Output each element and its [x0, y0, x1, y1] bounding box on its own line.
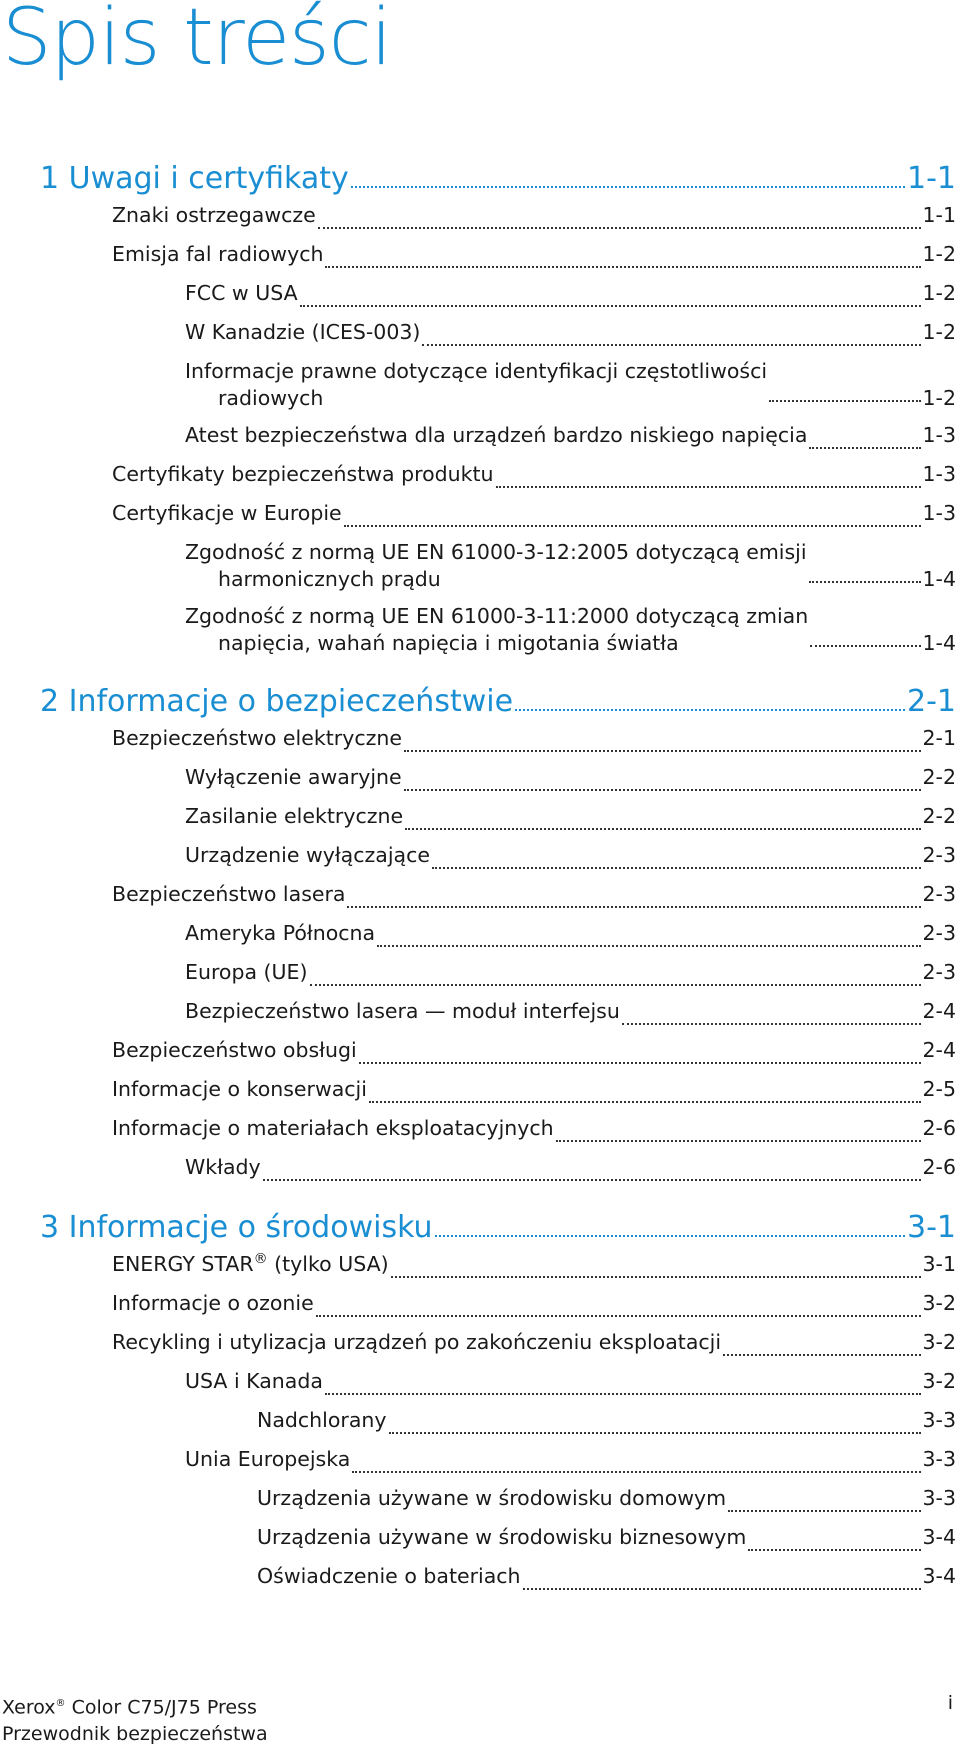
toc-entry-text: Oświadczenie o bateriach: [257, 1564, 521, 1588]
toc-entry-text-tail: (tylko USA): [267, 1252, 389, 1276]
toc-entry-label: [185, 836, 430, 875]
toc-entry-text: Certyfikaty bezpieczeństwa produktu: [112, 462, 494, 486]
toc-entry[interactable]: [0, 914, 960, 953]
toc-page-number: 2-3: [922, 960, 956, 984]
toc-entry-label: [112, 235, 323, 274]
page-footer: [2, 1690, 268, 1748]
toc-entry-label: [40, 1210, 433, 1245]
toc-page-number: 1-2: [922, 281, 956, 305]
table-of-contents: [0, 156, 960, 1596]
toc-chapter-entry[interactable]: [0, 679, 960, 719]
dot-leader: [347, 905, 920, 908]
toc-entry-label: [112, 1323, 721, 1362]
dot-leader: [359, 1061, 921, 1064]
toc-entry-label: [112, 1284, 314, 1323]
dot-leader: [809, 580, 921, 583]
toc-page-number: 3-3: [922, 1486, 956, 1510]
toc-entry-text: Urządzenia używane w środowisku domowym: [257, 1486, 727, 1510]
toc-entry-label: [112, 719, 402, 758]
toc-entry-label: [185, 603, 808, 657]
dot-leader: [496, 485, 921, 488]
dot-leader: [556, 1139, 921, 1142]
toc-page-number: 2-4: [922, 1038, 956, 1062]
toc-entry[interactable]: [0, 992, 960, 1031]
toc-entry-label: [185, 797, 403, 836]
dot-leader: [351, 185, 905, 188]
dot-leader: [404, 749, 921, 752]
dot-leader: [432, 866, 921, 869]
toc-entry-label: [185, 358, 767, 412]
toc-entry[interactable]: [0, 1284, 960, 1323]
dot-leader: [769, 399, 920, 402]
toc-entry-text: ENERGY STAR: [112, 1252, 254, 1276]
toc-page-number: 2-1: [922, 726, 956, 750]
toc-page-number: 1-3: [922, 501, 956, 525]
toc-entry[interactable]: [0, 416, 960, 455]
toc-entry-label: [185, 914, 375, 953]
dot-leader: [748, 1548, 920, 1551]
toc-entry[interactable]: [0, 1109, 960, 1148]
toc-entry-text: Ameryka Północna: [185, 921, 376, 945]
toc-entry[interactable]: [0, 836, 960, 875]
dot-leader: [810, 644, 920, 647]
toc-entry-text: 1 Uwagi i certyfikaty: [40, 161, 349, 196]
toc-page-number: 1-2: [922, 320, 956, 344]
toc-entry-text: FCC w USA: [185, 281, 298, 305]
toc-page-number: 3-1: [922, 1252, 956, 1276]
dot-leader: [344, 524, 921, 527]
toc-entry[interactable]: [0, 1362, 960, 1401]
toc-entry-text: Nadchlorany: [257, 1408, 387, 1432]
dot-leader: [325, 265, 920, 268]
toc-entry-text: 3 Informacje o środowisku: [40, 1210, 433, 1245]
toc-entry-text: Informacje o ozonie: [112, 1291, 314, 1315]
toc-entry-text: Wyłączenie awaryjne: [185, 765, 402, 789]
dot-leader: [389, 1431, 921, 1434]
toc-entry-text: USA i Kanada: [185, 1369, 323, 1393]
toc-entry-text: Informacje o materiałach eksploatacyjnych: [112, 1116, 554, 1140]
toc-chapter-entry[interactable]: [0, 156, 960, 196]
toc-entry[interactable]: [0, 953, 960, 992]
dot-leader: [377, 944, 920, 947]
dot-leader: [422, 343, 920, 346]
toc-page-number: 2-3: [922, 921, 956, 945]
toc-page-number: 2-3: [922, 882, 956, 906]
toc-page-number: 3-3: [922, 1408, 956, 1432]
toc-entry-label: [185, 416, 807, 455]
toc-entry-text: Informacje o konserwacji: [112, 1077, 367, 1101]
toc-page-number: 1-1: [922, 203, 956, 227]
toc-entry-label: [112, 1245, 389, 1284]
dot-leader: [405, 827, 920, 830]
toc-entry-label: [112, 196, 316, 235]
registered-mark: ®: [253, 1251, 268, 1268]
toc-entry[interactable]: [0, 313, 960, 352]
footer-product-line: [2, 1690, 268, 1721]
toc-entry-label: [257, 1479, 726, 1518]
toc-entry-label: [185, 274, 298, 313]
toc-entry-text: Recykling i utylizacja urządzeń po zakończeniu eksploatacji: [112, 1330, 722, 1354]
toc-entry-label: [185, 953, 308, 992]
toc-page-number: 2-6: [922, 1155, 956, 1179]
toc-entry-text: Znaki ostrzegawcze: [112, 203, 316, 227]
dot-leader: [318, 226, 921, 229]
toc-entry[interactable]: [0, 797, 960, 836]
toc-entry[interactable]: [0, 1070, 960, 1109]
toc-entry[interactable]: [0, 1557, 960, 1596]
toc-entry-label: [112, 875, 345, 914]
dot-leader: [515, 708, 905, 711]
toc-entry-text: Bezpieczeństwo elektryczne: [112, 726, 402, 750]
toc-page-number: 1-3: [922, 462, 956, 486]
dot-leader: [352, 1470, 920, 1473]
toc-entry-label-line1: Informacje prawne dotyczące identyfikacji częstotliwości: [185, 359, 768, 383]
toc-entry-text: Bezpieczeństwo obsługi: [112, 1038, 357, 1062]
toc-entry-text: Zasilanie elektryczne: [185, 804, 404, 828]
dot-leader: [523, 1587, 921, 1590]
toc-entry-text: Bezpieczeństwo lasera: [112, 882, 346, 906]
toc-page-number: 1-2: [922, 386, 956, 410]
toc-entry-label-line2: harmonicznych prądu: [218, 567, 441, 591]
toc-entry-label: [40, 161, 349, 196]
dot-leader: [300, 304, 921, 307]
toc-entry-text: Wkłady: [185, 1155, 261, 1179]
toc-entry[interactable]: [0, 235, 960, 274]
dot-leader: [723, 1353, 920, 1356]
toc-entry[interactable]: [0, 1323, 960, 1362]
toc-entry[interactable]: [0, 1031, 960, 1070]
dot-leader: [728, 1509, 920, 1512]
toc-entry-label: [185, 992, 620, 1031]
toc-entry-label-line2: napięcia, wahań napięcia i migotania światła: [218, 631, 679, 655]
toc-entry[interactable]: [0, 758, 960, 797]
toc-entry-label: [112, 1070, 367, 1109]
page-title: Spis treści: [2, 0, 392, 83]
toc-entry[interactable]: [0, 533, 960, 597]
toc-page-number: 2-4: [922, 999, 956, 1023]
toc-entry-label: [185, 1440, 350, 1479]
toc-entry[interactable]: [0, 1245, 960, 1284]
toc-page-number: 3-3: [922, 1447, 956, 1471]
toc-entry[interactable]: [0, 1479, 960, 1518]
toc-entry[interactable]: [0, 274, 960, 313]
toc-entry[interactable]: [0, 597, 960, 661]
toc-page-number: 3-2: [922, 1291, 956, 1315]
toc-page-number: 1-3: [922, 423, 956, 447]
dot-leader: [310, 983, 921, 986]
toc-page-number: 2-2: [922, 804, 956, 828]
toc-entry-text: Unia Europejska: [185, 1447, 351, 1471]
footer-document-title: Przewodnik bezpieczeństwa: [2, 1723, 268, 1746]
dot-leader: [263, 1178, 921, 1181]
toc-entry[interactable]: [0, 719, 960, 758]
toc-entry[interactable]: [0, 1440, 960, 1479]
dot-leader: [622, 1022, 921, 1025]
toc-page-number: 2-6: [922, 1116, 956, 1140]
dot-leader: [404, 788, 921, 791]
toc-entry[interactable]: [0, 1148, 960, 1187]
toc-entry[interactable]: [0, 1401, 960, 1440]
toc-page-number: 2-3: [922, 843, 956, 867]
toc-page-number: 1-4: [922, 631, 956, 655]
toc-entry-label: [185, 313, 420, 352]
toc-page-number: 3-4: [922, 1525, 956, 1549]
toc-entry-label: [185, 1362, 323, 1401]
toc-entry-text: 2 Informacje o bezpieczeństwie: [40, 684, 514, 719]
toc-entry-label-line1: Zgodność z normą UE EN 61000-3-12:2005 dotyczącą emisji: [185, 540, 807, 564]
toc-entry-label: [112, 455, 494, 494]
dot-leader: [809, 446, 920, 449]
toc-entry-text: Bezpieczeństwo lasera — moduł interfejsu: [185, 999, 620, 1023]
toc-entry-label-line1: Zgodność z normą UE EN 61000-3-11:2000 dotyczącą zmian: [185, 604, 809, 628]
toc-page-number: 2-5: [922, 1077, 956, 1101]
toc-entry-label: [185, 1148, 261, 1187]
toc-page-number: 3-4: [922, 1564, 956, 1588]
toc-entry[interactable]: [0, 494, 960, 533]
toc-entry[interactable]: [0, 1518, 960, 1557]
toc-entry-label: [185, 758, 402, 797]
toc-entry[interactable]: [0, 875, 960, 914]
footer-page-number: i: [947, 1692, 953, 1714]
toc-entry-label: [257, 1401, 387, 1440]
toc-entry[interactable]: [0, 352, 960, 416]
toc-entry[interactable]: [0, 196, 960, 235]
dot-leader: [325, 1392, 921, 1395]
dot-leader: [391, 1275, 921, 1278]
toc-entry-text: Europa (UE): [185, 960, 308, 984]
footer-product: Color C75/J75 Press: [65, 1696, 257, 1719]
toc-entry-label-line2: radiowych: [218, 386, 324, 410]
toc-page-number: 3-2: [922, 1369, 956, 1393]
toc-page-number: 2-1: [907, 684, 956, 719]
toc-entry-label: [185, 539, 807, 593]
toc-chapter-entry[interactable]: [0, 1205, 960, 1245]
toc-entry-label: [112, 1031, 357, 1070]
toc-entry-label: [40, 684, 513, 719]
toc-entry-text: Urządzenie wyłączające: [185, 843, 430, 867]
toc-entry-label: [257, 1557, 521, 1596]
toc-page-number: 1-1: [907, 161, 956, 196]
toc-entry-text: Emisja fal radiowych: [112, 242, 324, 266]
dot-leader: [435, 1234, 905, 1237]
footer-brand: Xerox: [2, 1696, 56, 1719]
toc-page-number: 2-2: [922, 765, 956, 789]
toc-entry-text: Atest bezpieczeństwa dla urządzeń bardzo niskiego napięcia: [185, 423, 808, 447]
toc-page-number: 1-2: [922, 242, 956, 266]
toc-entry-text: W Kanadzie (ICES-003): [185, 320, 421, 344]
dot-leader: [316, 1314, 921, 1317]
toc-entry-label: [257, 1518, 746, 1557]
toc-page-number: 1-4: [922, 567, 956, 591]
toc-entry-text: Urządzenia używane w środowisku biznesowym: [257, 1525, 747, 1549]
toc-entry-label: [112, 494, 342, 533]
toc-page-number: 3-2: [922, 1330, 956, 1354]
dot-leader: [369, 1100, 921, 1103]
toc-entry-text: Certyfikacje w Europie: [112, 501, 342, 525]
toc-page-number: 3-1: [907, 1210, 956, 1245]
registered-mark: ®: [55, 1698, 66, 1709]
toc-entry[interactable]: [0, 455, 960, 494]
toc-entry-label: [112, 1109, 554, 1148]
